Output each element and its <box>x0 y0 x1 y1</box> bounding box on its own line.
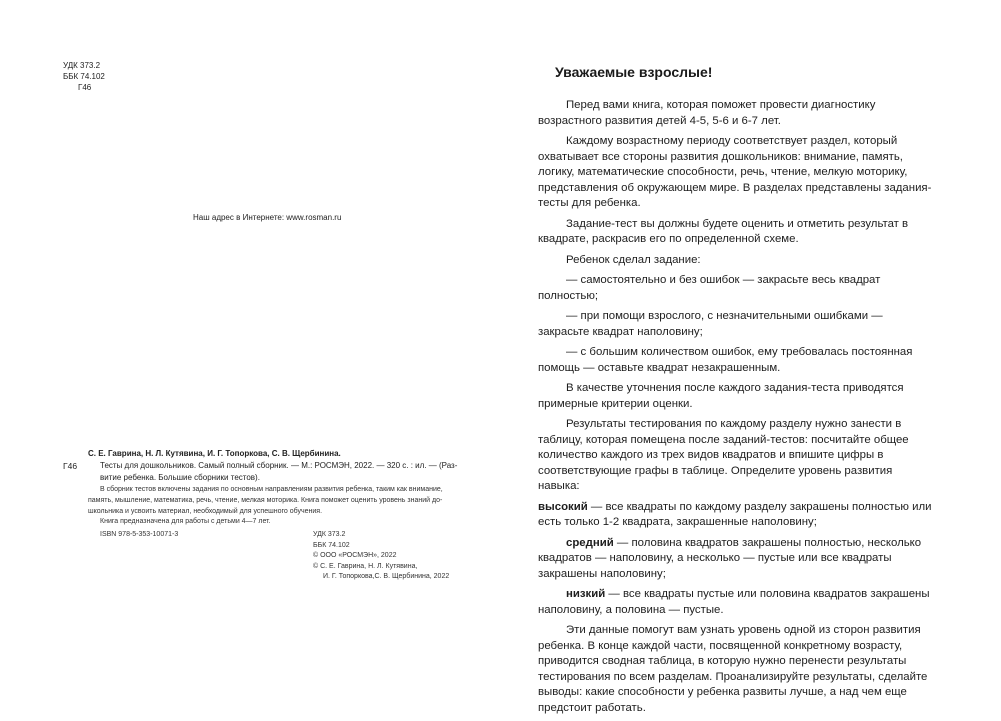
level-medium <box>538 536 936 583</box>
body-text <box>538 98 936 721</box>
web-address: Наш адрес в Интернете: www.rosman.ru <box>193 213 342 222</box>
author-mark: Г46 <box>78 83 92 92</box>
annotation-line: память, мышление, математика, речь, чтение, мелкая моторика. Книга поможет оценить уровень знаний до- <box>88 496 443 504</box>
classification-block <box>63 60 105 93</box>
paragraph: В качестве уточнения после каждого задания-теста приводятся примерные критерии оценки. <box>538 382 904 410</box>
level-term: высокий <box>538 500 588 513</box>
page-heading: Уважаемые взрослые! <box>555 64 713 80</box>
level-term: средний <box>566 536 614 549</box>
annotation-line: В сборник тестов включены задания по основным направлениям развития ребенка, таким как внимание, <box>100 486 443 493</box>
catalog-description <box>100 460 458 483</box>
paragraph: Задание-тест вы должны будете оценить и отметить результат в квадрате, раскрасив его по определенной схеме. <box>538 217 909 245</box>
paragraph: Результаты тестирования по каждому разделу нужно занести в таблицу, которая помещена после заданий-тестов: посчитайте общее количество каждого из трех видов квадратов и впишите цифры в соответствующие графы в таблице. Определите уровень развития навыка: <box>538 418 909 492</box>
description-line: витие ребенка. Большие сборники тестов). <box>100 472 260 482</box>
paragraph: — с большим количеством ошибок, ему требовалась постоянная помощь — оставьте квадрат незакрашенным. <box>538 346 913 374</box>
level-text: — все квадраты пустые или половина квадратов закрашены наполовину, а половина — пустые. <box>538 588 930 616</box>
paragraph: Перед вами книга, которая поможет провести диагностику возрастного развития детей 4-5, 5-6 и 6-7 лет. <box>538 99 876 127</box>
catalog-code: Г46 <box>63 461 78 471</box>
copyright-block <box>313 530 449 583</box>
copyright-line: © ООО «РОСМЭН», 2022 <box>313 552 397 559</box>
paragraph: — при помощи взрослого, с незначительными ошибками — закрасьте квадрат наполовину; <box>538 310 883 338</box>
paragraph: — самостоятельно и без ошибок — закрасьте весь квадрат полностью; <box>538 274 881 302</box>
annotation-line: Книга предназначена для работы с детьми 4—7 лет. <box>100 518 271 526</box>
level-term: низкий <box>566 588 606 600</box>
level-text: — половина квадратов закрашены полностью, несколько квадратов — наполовину, а несколько — пустые или все квадраты закрашены наполовину; <box>538 536 922 580</box>
paragraph: Ребенок сделал задание: <box>566 253 701 266</box>
annotation-line: школьника и усвоить материал, необходимый для успешного обучения. <box>88 507 323 515</box>
copyright-line: УДК 373.2 <box>313 531 346 538</box>
description-line: Тесты для дошкольников. Самый полный сборник. — М.: РОСМЭН, 2022. — 320 с. : ил. — (Раз- <box>100 461 458 470</box>
copyright-line: © С. Е. Гаврина, Н. Л. Кутявина, <box>313 562 418 570</box>
isbn: ISBN 978-5-353-10071-3 <box>100 531 179 538</box>
left-page <box>0 0 500 652</box>
catalog-annotation <box>88 485 448 528</box>
copyright-line: И. Г. Топоркова,С. В. Щербинина, 2022 <box>323 573 450 580</box>
level-text: — все квадраты по каждому разделу закрашены полностью или есть только 1-2 квадрата, закрашенные наполовину; <box>538 500 932 528</box>
closing-paragraph: Эти данные помогут вам узнать уровень одной из сторон развития ребенка. В конце каждой части, посвященной конкретному возрасту, приводится сводная таблица, в которую нужно перенести результаты тестирования по всем разделам. Проанализируйте результаты, сделайте выводы: какие способности у ребенка развиты лучше, а над чем еще предстоит работать. <box>538 624 928 714</box>
level-low <box>538 587 936 618</box>
udk-code: УДК 373.2 <box>63 61 101 70</box>
paragraph: Каждому возрастному периоду соответствует раздел, который охватывает все стороны развития дошкольников: внимание, память, логику, математические способности, речь, чтение, мелкую моторику, представления об окружающем мире. В разделах представлены задания-тесты для ребенка. <box>538 135 932 209</box>
bbk-code: ББК 74.102 <box>63 72 105 81</box>
copyright-line: ББК 74.102 <box>313 541 350 549</box>
catalog-authors: С. Е. Гаврина, Н. Л. Кутявина, И. Г. Топоркова, С. В. Щербинина. <box>88 449 341 458</box>
level-high <box>538 500 936 531</box>
